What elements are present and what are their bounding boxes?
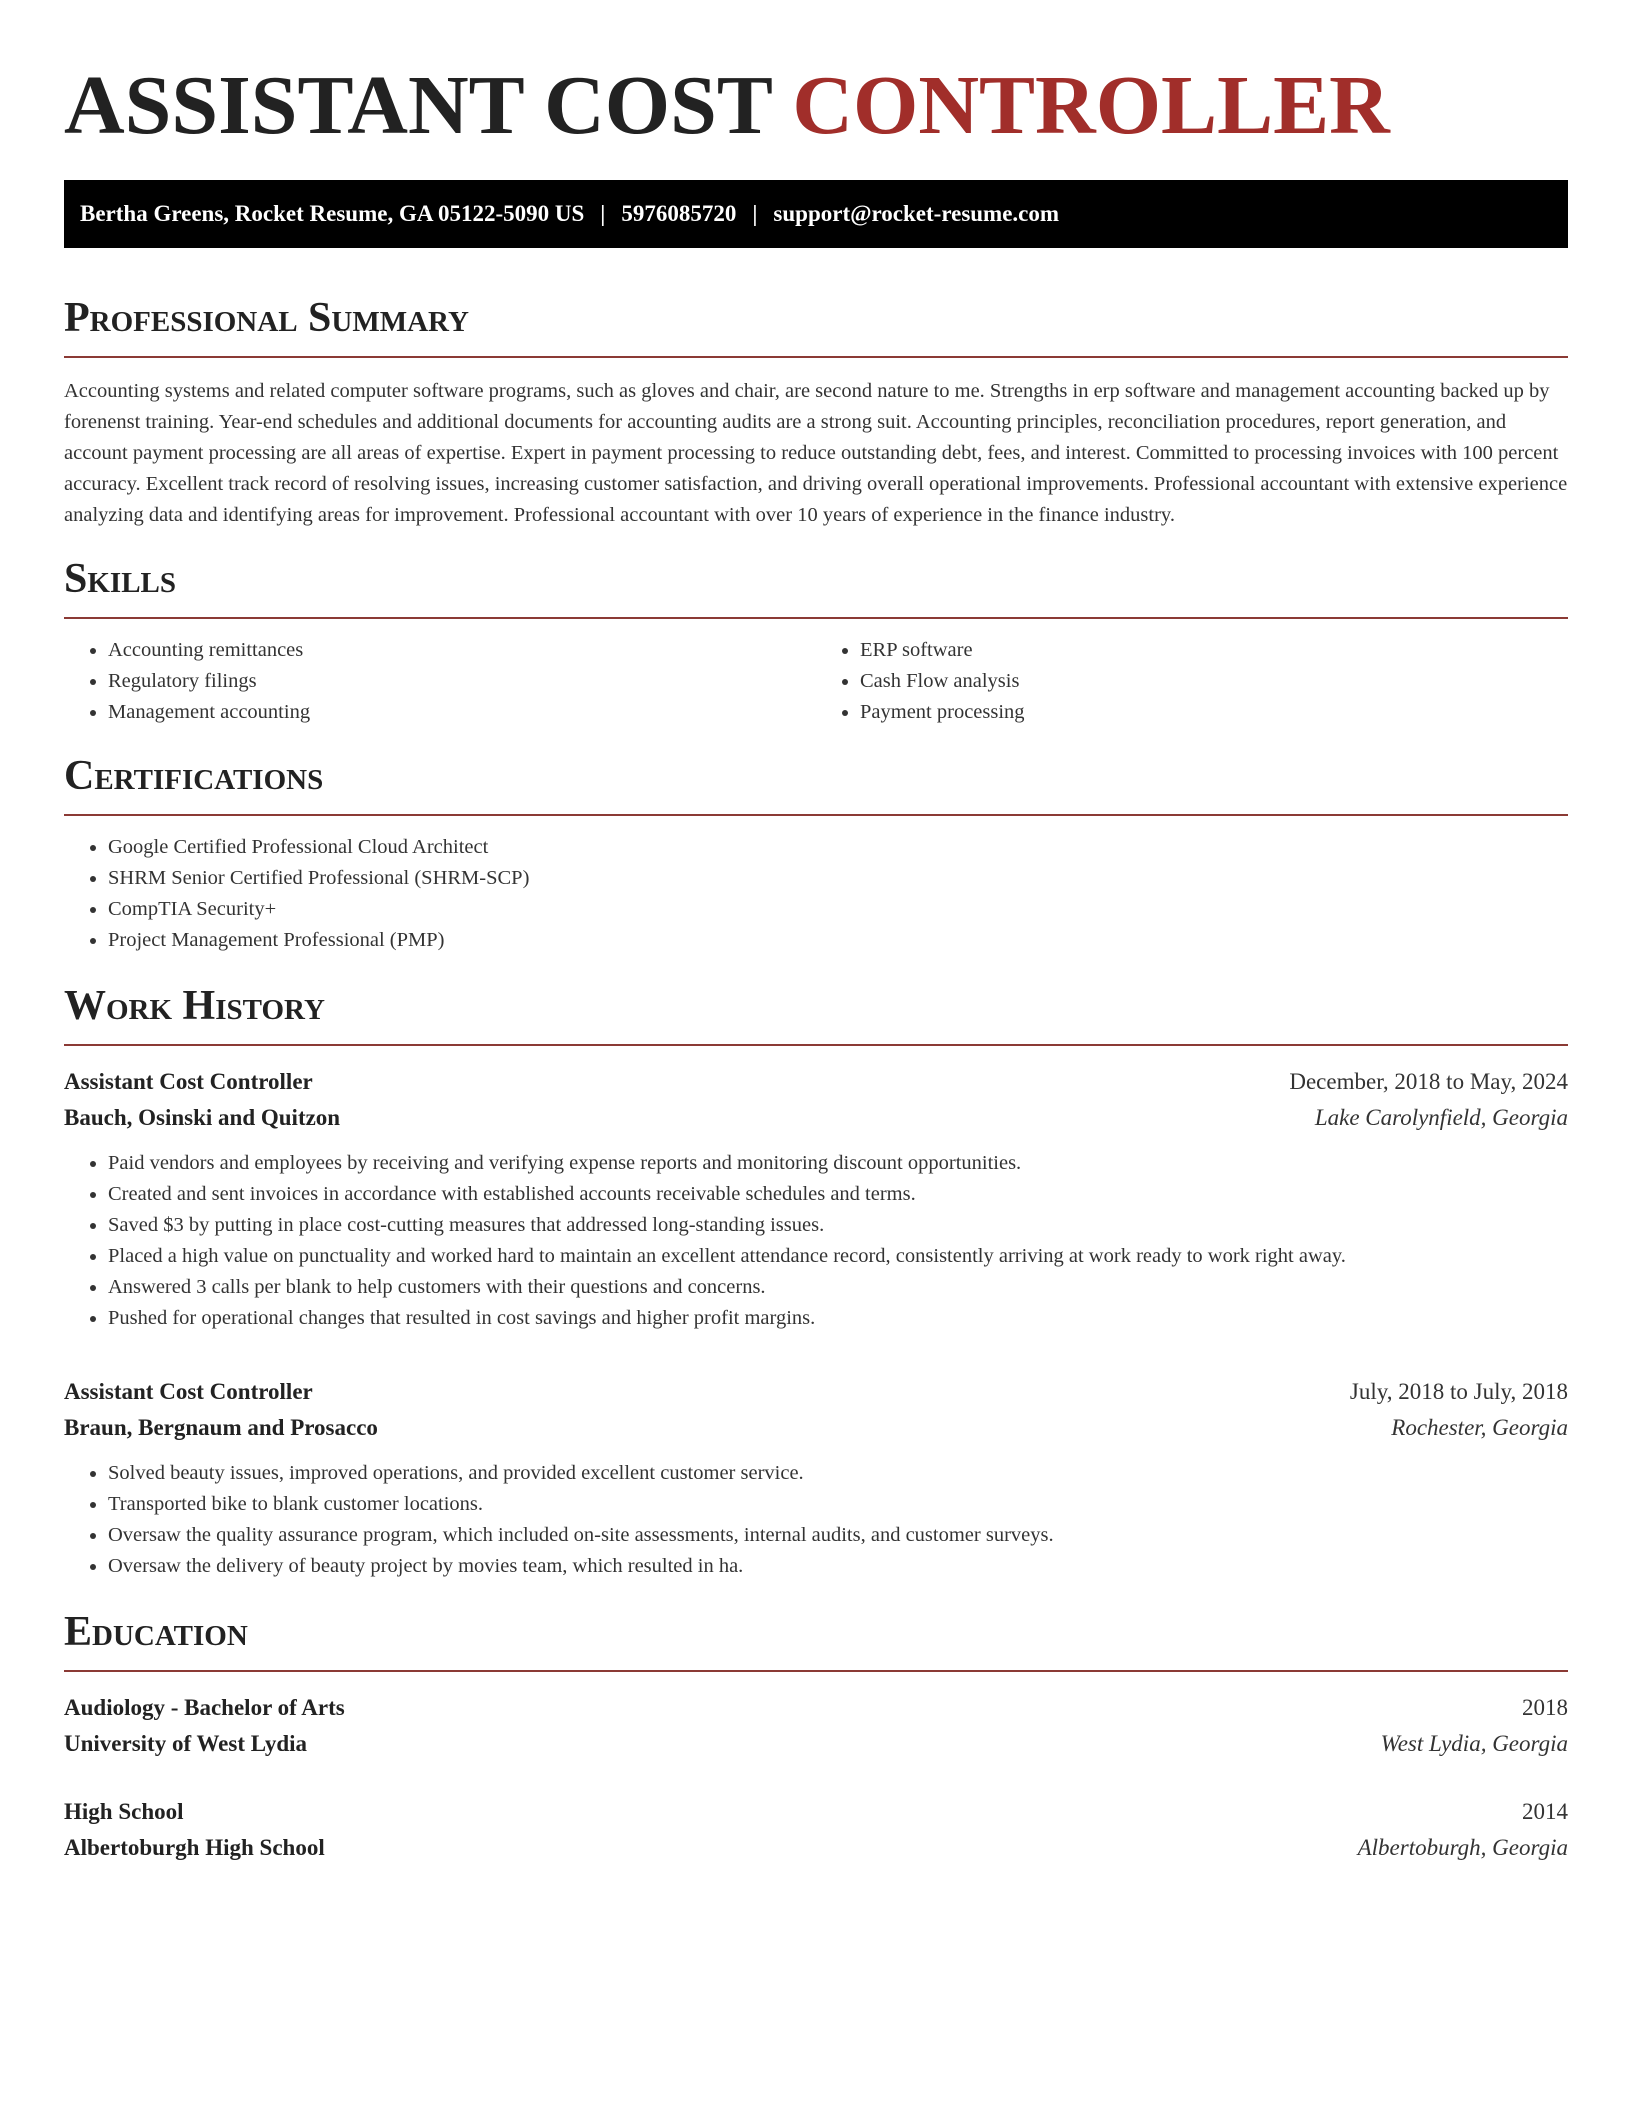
job-duties-list — [64, 1458, 1568, 1582]
section-divider — [64, 356, 1568, 358]
section-divider — [64, 814, 1568, 816]
title-part-1: ASSISTANT COST — [64, 59, 772, 152]
contact-phone[interactable]: 5976085720 — [621, 201, 737, 226]
skill-item: • ERP software — [860, 635, 1568, 666]
education-location: West Lydia, Georgia — [1380, 1731, 1568, 1756]
job-company-row — [64, 1100, 1568, 1136]
job-duties-list — [64, 1148, 1568, 1334]
contact-address: Bertha Greens, Rocket Resume, GA 05122-5090 US — [80, 201, 585, 226]
section-heading-work-history: Work History — [64, 983, 325, 1029]
section-divider — [64, 1044, 1568, 1046]
job-duty-item: • Transported bike to blank customer locations. — [108, 1489, 1568, 1520]
job-duty-item: • Created and sent invoices in accordance with established accounts receivable schedules and terms. — [108, 1179, 1568, 1210]
certification-item: • SHRM Senior Certified Professional (SHRM-SCP) — [108, 863, 1568, 894]
contact-email[interactable]: support@rocket-resume.com — [773, 201, 1060, 226]
skills-grid — [64, 635, 1568, 728]
job-header-row — [64, 1064, 1568, 1100]
contact-bar — [64, 180, 1568, 248]
certification-item: • Google Certified Professional Cloud Architect — [108, 832, 1568, 863]
section-heading-summary: Professional Summary — [64, 295, 469, 341]
summary-section — [64, 294, 1568, 531]
skills-list-right — [816, 635, 1568, 728]
skills-section — [64, 555, 1568, 728]
work-history-section — [64, 982, 1568, 1582]
job-duty-item: • Answered 3 calls per blank to help customers with their questions and concerns. — [108, 1272, 1568, 1303]
section-divider — [64, 1670, 1568, 1672]
job-location: Rochester, Georgia — [1391, 1415, 1568, 1440]
section-divider — [64, 617, 1568, 619]
job-duty-item: • Placed a high value on punctuality and worked hard to maintain an excellent attendance record, consistently arriving at work ready to work right away. — [108, 1241, 1568, 1272]
job-location: Lake Carolynfield, Georgia — [1314, 1105, 1568, 1130]
education-school: Albertoburgh High School — [64, 1835, 325, 1860]
job-company-row — [64, 1410, 1568, 1446]
resume-title — [64, 60, 1568, 152]
job-duty-item: • Oversaw the quality assurance program, which included on-site assessments, internal audits, and customer surveys. — [108, 1520, 1568, 1551]
section-heading-education: Education — [64, 1609, 248, 1655]
education-year: 2014 — [1522, 1799, 1568, 1824]
skill-item: • Management accounting — [108, 697, 816, 728]
job-entry — [64, 1374, 1568, 1582]
education-school-row — [64, 1830, 1568, 1866]
section-heading-certifications: Certifications — [64, 753, 324, 799]
job-company: Braun, Bergnaum and Prosacco — [64, 1415, 378, 1440]
education-section — [64, 1608, 1568, 1866]
job-title: Assistant Cost Controller — [64, 1069, 313, 1094]
education-degree: High School — [64, 1799, 184, 1824]
certifications-list — [64, 832, 1568, 956]
job-duty-item: • Saved $3 by putting in place cost-cutting measures that addressed long-standing issues. — [108, 1210, 1568, 1241]
job-header-row — [64, 1374, 1568, 1410]
certification-item: • Project Management Professional (PMP) — [108, 925, 1568, 956]
education-entry — [64, 1690, 1568, 1762]
contact-separator: | — [600, 201, 606, 226]
education-school: University of West Lydia — [64, 1731, 308, 1756]
education-year: 2018 — [1522, 1695, 1568, 1720]
education-degree-row — [64, 1794, 1568, 1830]
education-entry — [64, 1794, 1568, 1866]
job-duty-item: • Paid vendors and employees by receiving and verifying expense reports and monitoring discount opportunities. — [108, 1148, 1568, 1179]
job-title: Assistant Cost Controller — [64, 1379, 313, 1404]
job-entry — [64, 1064, 1568, 1334]
skill-item: • Cash Flow analysis — [860, 666, 1568, 697]
certifications-section — [64, 752, 1568, 956]
summary-text: Accounting systems and related computer software programs, such as gloves and chair, are second nature to me. Strengths in erp software and management accounting backed up by forenenst training. Year-end schedules and additional documents for accounting audits are a strong suit. Accounting principles, reconciliation procedures, report generation, and account payment processing are all areas of expertise. Expert in payment processing to reduce outstanding debt, fees, and interest. Committed to processing invoices with 100 percent accuracy. Excellent track record of resolving issues, increasing customer satisfaction, and driving overall operational improvements. Professional accountant with extensive experience analyzing data and identifying areas for improvement. Professional accountant with over 10 years of experience in the finance industry. — [64, 380, 1568, 526]
skill-item: • Accounting remittances — [108, 635, 816, 666]
skill-item: • Payment processing — [860, 697, 1568, 728]
job-dates: December, 2018 to May, 2024 — [1289, 1069, 1568, 1094]
skill-item: • Regulatory filings — [108, 666, 816, 697]
title-part-2: CONTROLLER — [792, 59, 1390, 152]
skills-list-left — [64, 635, 816, 728]
contact-separator: | — [752, 201, 758, 226]
education-degree-row — [64, 1690, 1568, 1726]
certification-item: • CompTIA Security+ — [108, 894, 1568, 925]
education-degree: Audiology - Bachelor of Arts — [64, 1695, 345, 1720]
section-heading-skills: Skills — [64, 556, 177, 602]
job-company: Bauch, Osinski and Quitzon — [64, 1105, 341, 1130]
job-dates: July, 2018 to July, 2018 — [1349, 1379, 1568, 1404]
job-duty-item: • Oversaw the delivery of beauty project by movies team, which resulted in ha. — [108, 1551, 1568, 1582]
education-school-row — [64, 1726, 1568, 1762]
job-duty-item: • Solved beauty issues, improved operations, and provided excellent customer service. — [108, 1458, 1568, 1489]
education-location: Albertoburgh, Georgia — [1357, 1835, 1568, 1860]
job-duty-item: • Pushed for operational changes that resulted in cost savings and higher profit margins. — [108, 1303, 1568, 1334]
